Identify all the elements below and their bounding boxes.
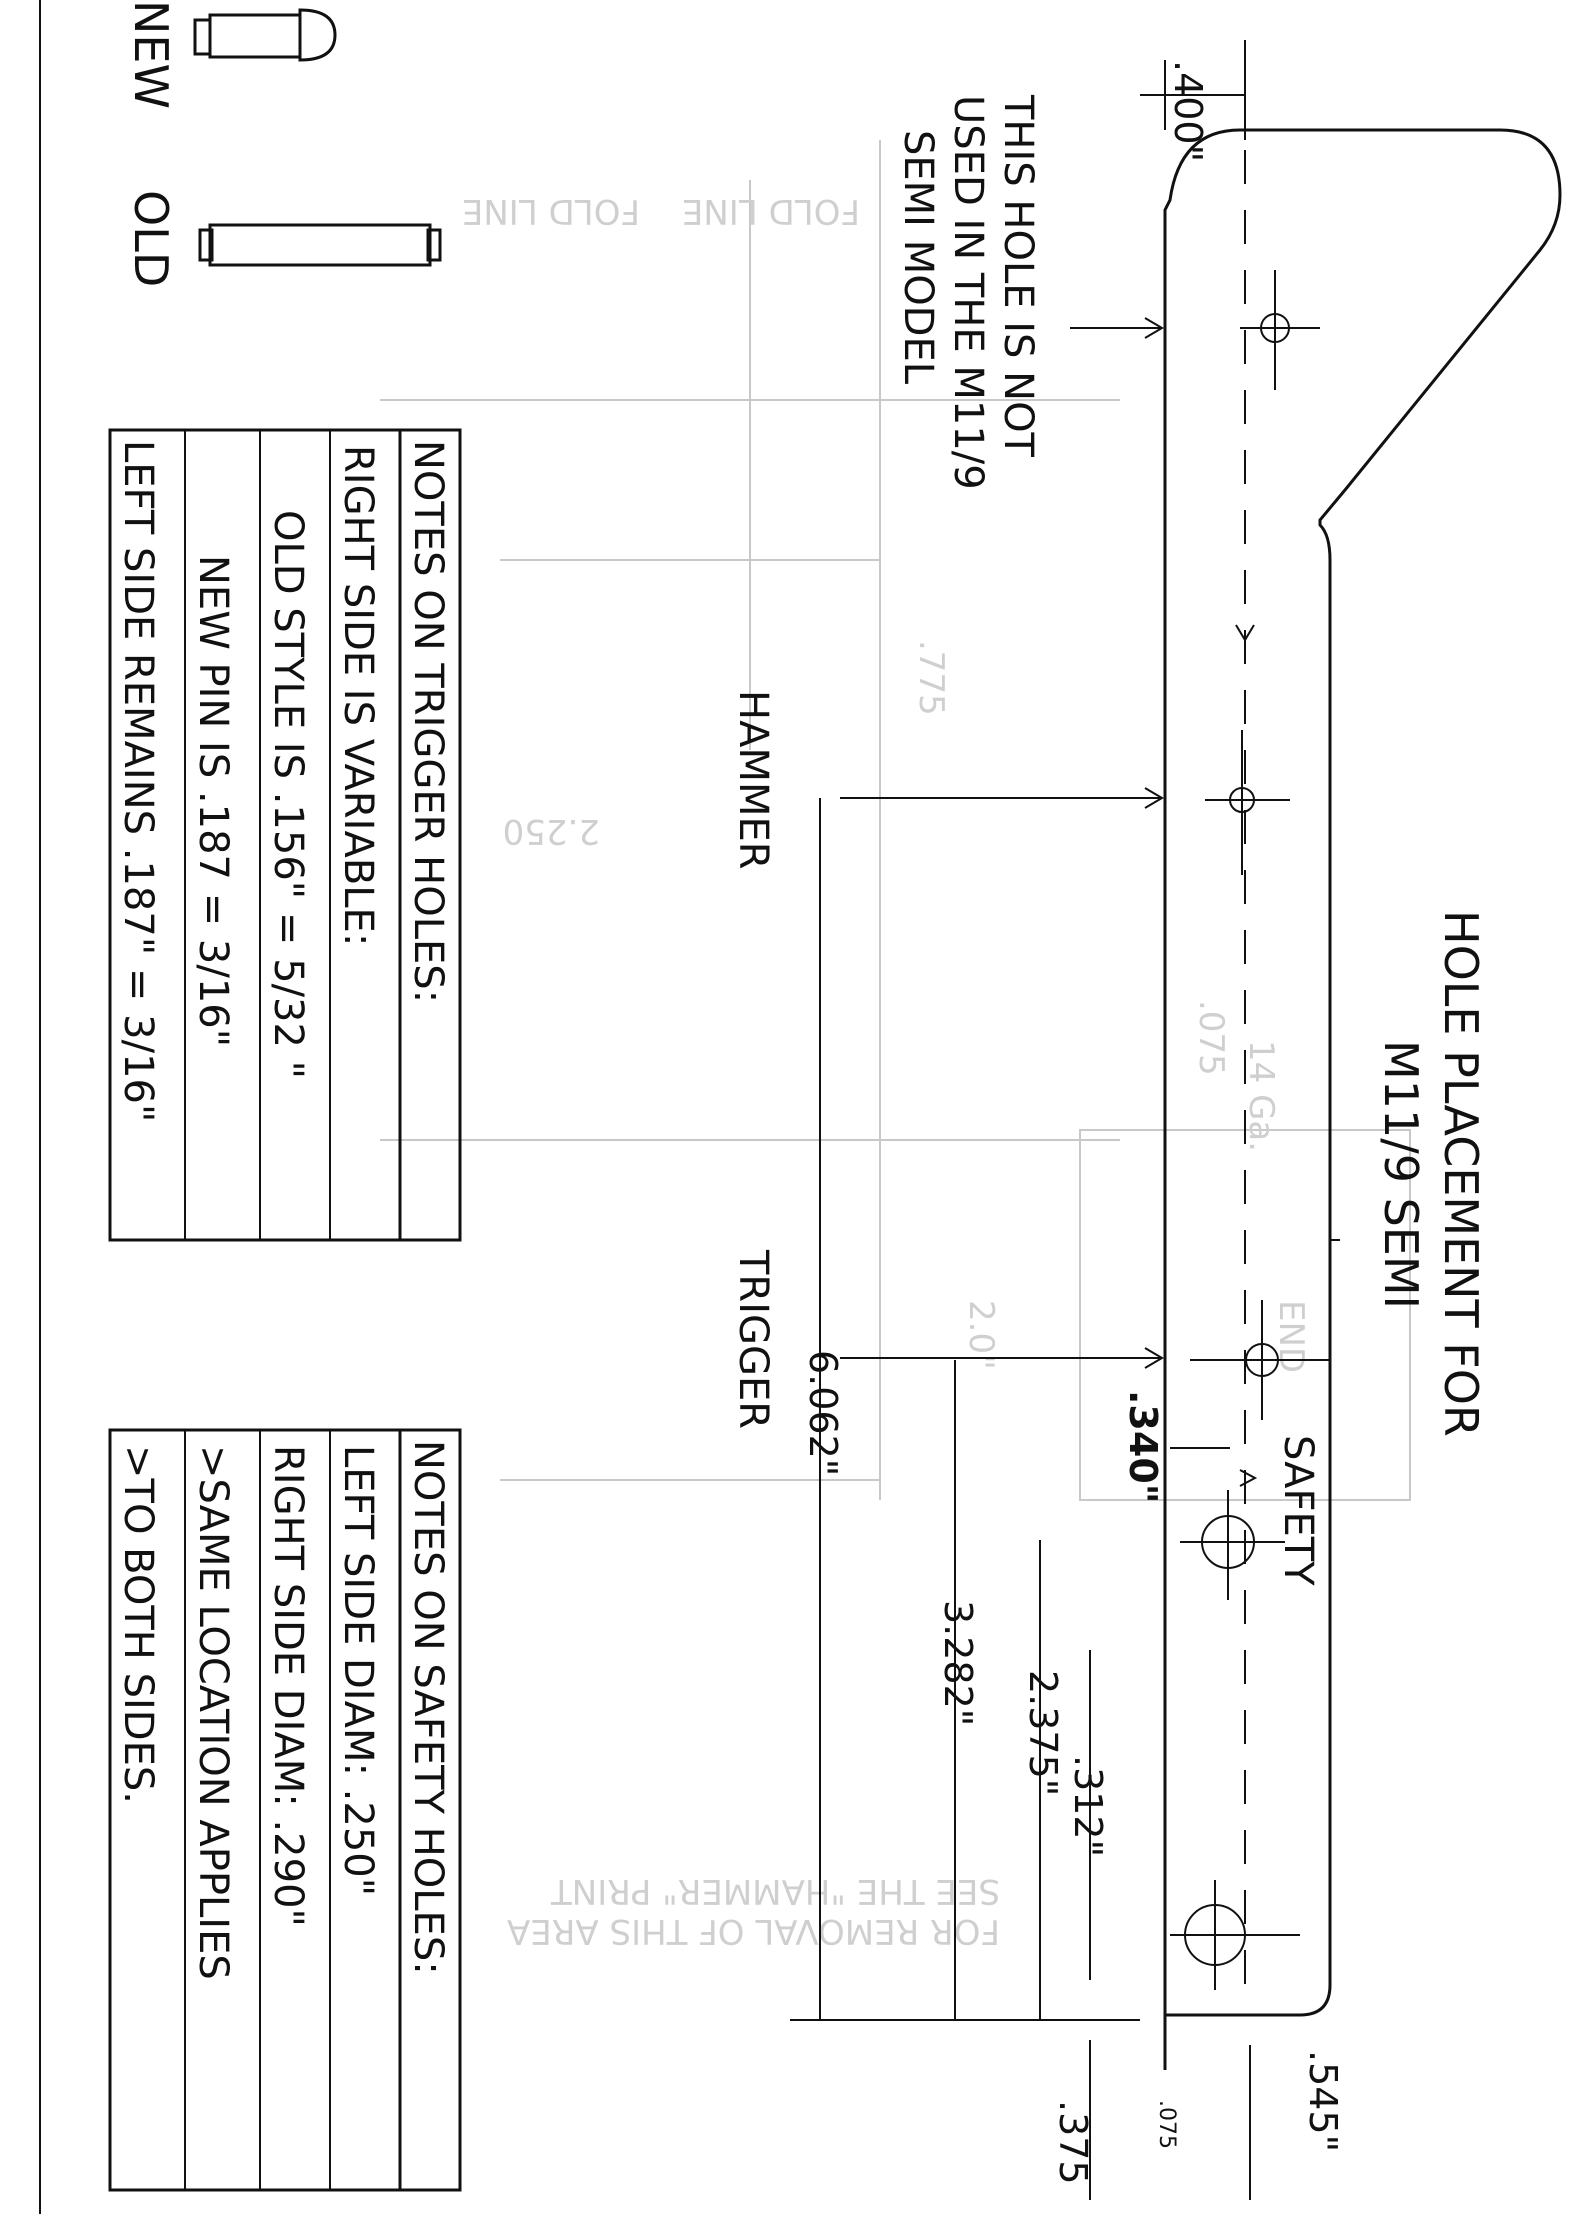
ghost-fold-line-2: FOLD LINE bbox=[681, 191, 860, 231]
hole-top bbox=[1240, 270, 1320, 390]
label-new: NEW bbox=[124, 0, 178, 109]
ghost-fold-line-1: FOLD LINE bbox=[461, 191, 640, 231]
dim-3282: 3.282" bbox=[936, 1600, 980, 1727]
safety-note-row: >SAME LOCATION APPLIES bbox=[190, 1445, 236, 1980]
note-unused-line2: USED IN THE M11/9 bbox=[945, 95, 991, 490]
ghost-dim-2250: 2.250 bbox=[502, 811, 600, 851]
note-unused-line1: THIS HOLE IS NOT bbox=[995, 95, 1041, 457]
note-unused-line3: SEMI MODEL bbox=[895, 130, 941, 385]
title-line2: M11/9 SEMI bbox=[1374, 1040, 1428, 1310]
hole-safety bbox=[1180, 1490, 1285, 1600]
pin-old bbox=[200, 225, 440, 265]
title-line1: HOLE PLACEMENT FOR bbox=[1434, 910, 1488, 1437]
label-old: OLD bbox=[124, 190, 178, 288]
trigger-note-row: RIGHT SIDE IS VARIABLE: bbox=[335, 445, 381, 947]
ghost-dim-075: .075 bbox=[1191, 1000, 1231, 1076]
label-trigger: TRIGGER bbox=[730, 1250, 776, 1430]
label-safety: SAFETY bbox=[1275, 1435, 1321, 1586]
trigger-note-row: OLD STYLE IS .156" = 5/32 " bbox=[265, 510, 311, 1080]
trigger-note-row: NEW PIN IS .187 = 3/16" bbox=[190, 555, 236, 1048]
dim-400: .400" bbox=[1166, 60, 1210, 163]
hole-pivot bbox=[1170, 1880, 1300, 1990]
trigger-notes-header: NOTES ON TRIGGER HOLES: bbox=[405, 440, 451, 1004]
dim-312: .312" bbox=[1066, 1755, 1110, 1858]
dim-075: .075 bbox=[1154, 2100, 1179, 2149]
dim-6062: 6.062" bbox=[801, 1350, 845, 1477]
ghost-note-line1: SEE THE "HAMMER" PRINT bbox=[550, 1871, 1000, 1911]
safety-notes-header: NOTES ON SAFETY HOLES: bbox=[405, 1440, 451, 1975]
ghost-end: END bbox=[1271, 1300, 1311, 1374]
dim-2375: 2.375" bbox=[1021, 1670, 1065, 1797]
dim-375: .375 bbox=[1051, 2100, 1095, 2185]
dim-340: .340" bbox=[1121, 1390, 1165, 1504]
hole-hammer bbox=[1205, 730, 1290, 875]
safety-note-row: LEFT SIDE DIAM: .250" bbox=[335, 1445, 381, 1897]
safety-note-row: >TO BOTH SIDES. bbox=[115, 1445, 161, 1804]
background-ghost-layer bbox=[380, 140, 1410, 1951]
label-hammer: HAMMER bbox=[730, 690, 776, 870]
ghost-note-line2: FOR REMOVAL OF THIS AREA bbox=[507, 1911, 1000, 1951]
dim-545: .545" bbox=[1301, 2050, 1345, 2153]
ghost-dim-775: .775 bbox=[911, 640, 951, 716]
safety-note-row: RIGHT SIDE DIAM: .290" bbox=[265, 1445, 311, 1927]
pin-new bbox=[195, 10, 335, 60]
ghost-gauge: 14 Ga. bbox=[1241, 1040, 1281, 1153]
trigger-note-row: LEFT SIDE REMAINS .187" = 3/16" bbox=[115, 440, 161, 1123]
ghost-dim-20: 2.0" bbox=[961, 1300, 1001, 1370]
